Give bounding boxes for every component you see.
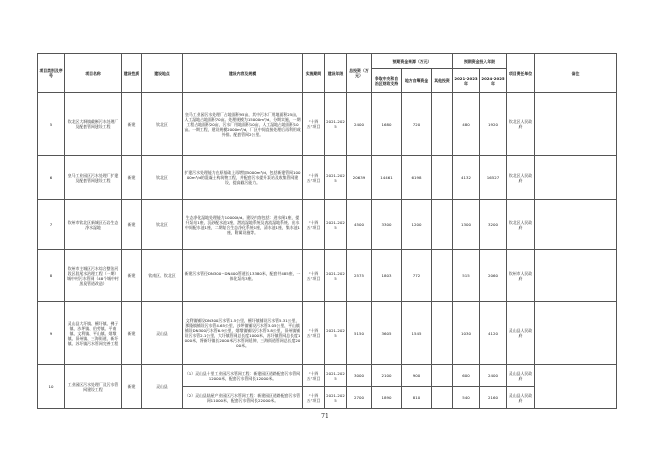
- col-header-nature: 建设性质: [122, 54, 142, 93]
- other-cell: [432, 200, 453, 250]
- col-header-central: 争取中央和自治区财政支持: [372, 69, 402, 93]
- central-cell: 1890: [372, 387, 402, 409]
- location-cell: 钦北区: [142, 200, 183, 250]
- y2024-cell: 3200: [480, 200, 507, 250]
- local-cell: 772: [402, 250, 432, 302]
- content-cell: （1）灵山县十里工业园污水管网工程：新建园区道路配套污水管网12000米，配套污水管网长12000米。: [183, 365, 303, 387]
- nature-cell: 新建: [122, 302, 142, 365]
- remarks-cell: [535, 156, 617, 200]
- unit-cell: 钦北区人民政府: [507, 93, 535, 156]
- location-cell: 灵山县: [142, 365, 183, 409]
- col-header-2024: 2024-2025年: [480, 69, 507, 93]
- central-cell: 1803: [372, 250, 402, 302]
- other-cell: [432, 302, 453, 365]
- years-cell: 2021-2025: [325, 93, 347, 156]
- col-header-content: 建设内容及规模: [183, 54, 303, 93]
- period-cell: “十四五”项目: [303, 250, 325, 302]
- y2024-cell: 16527: [480, 156, 507, 200]
- total-cell: 2700: [347, 387, 372, 409]
- table-row: [38, 200, 617, 250]
- header-row-1: [38, 54, 617, 69]
- remarks-cell: [535, 365, 617, 409]
- col-header-other: 其他投资: [432, 69, 453, 93]
- content-cell: 生态净化湿地处理能力10000t/d。建设内容包括：进水闸1座，提升泵站1座，沉砂配水池1座，潜流湿地系统及表流湿地系统、出水中间配水池1座，二期复合生态净化系统1座，清水池1座，集水池1座，附属设施等。: [183, 200, 303, 250]
- total-cell: 20639: [347, 156, 372, 200]
- y2021-cell: 1300: [453, 200, 480, 250]
- years-cell: 2021-2025: [325, 302, 347, 365]
- total-cell: 2400: [347, 93, 372, 156]
- col-header-2021: 2021-2023年: [453, 69, 480, 93]
- other-cell: [432, 387, 453, 409]
- y2024-cell: 2160: [480, 387, 507, 409]
- y2024-cell: 4120: [480, 302, 507, 365]
- location-cell: 灵山县: [142, 302, 183, 365]
- project-name: 钦州市主城区污水综合整治河段区段尾水治理工程（一期）城中村污水管网（48个城中村黑臭管道改造）: [65, 250, 122, 302]
- central-cell: 1680: [372, 93, 402, 156]
- local-cell: 810: [402, 387, 432, 409]
- unit-cell: 灵山县人民政府: [507, 365, 535, 387]
- row-number: 6: [38, 156, 65, 200]
- nature-cell: 新建: [122, 93, 142, 156]
- content-cell: （2）灵山县陆屋产业园区污水管网工程：新建园区道路配套污水管网11000米，配套污水管网长22000米。: [183, 387, 303, 409]
- location-cell: 钦南区、钦北区: [142, 250, 183, 302]
- row-number: 5: [38, 93, 65, 156]
- period-cell: “十四五”项目: [303, 302, 325, 365]
- y2024-cell: 2400: [480, 365, 507, 387]
- y2024-cell: 1920: [480, 93, 507, 156]
- table-row: [38, 156, 617, 200]
- nature-cell: 新建: [122, 250, 142, 302]
- project-table: [37, 53, 617, 409]
- central-cell: 14461: [372, 156, 402, 200]
- col-header-unit: 项目责任单位: [507, 54, 535, 93]
- table-row: [38, 365, 617, 387]
- period-cell: “十四五”项目: [303, 93, 325, 156]
- row-number: 10: [38, 365, 65, 409]
- years-cell: 2021-2025: [325, 387, 347, 409]
- period-cell: “十四五”项目: [303, 200, 325, 250]
- content-cell: 扩建污水处理能力在原基础上再增加5000m³/d，包括新建管网10000m³/d的混凝土构筑物工程，并配套污水提升泵站及收集管网建设，提高截污能力。: [183, 156, 303, 200]
- col-header-location: 建设地点: [142, 54, 183, 93]
- project-name: 皇马工业园区污水处理厂扩建及配套管网建设工程: [65, 156, 122, 200]
- y2021-cell: 600: [453, 365, 480, 387]
- y2024-cell: 2060: [480, 250, 507, 302]
- content-cell: 皇马工业园污水处理厂占地面积95亩，其中污水厂用地面积25亩，人工湿地占地面积70亩。处理规模为15000m³/d，分期实施，一期工程占地面积20亩，污水厂用地面积10亩，人工湿地占地面积10亩。一期工程，建设规模2000m³/d，厂区中间直接处理后再利用或外排。配套管网2公里。: [183, 93, 303, 156]
- y2021-cell: 4132: [453, 156, 480, 200]
- table-row: [38, 302, 617, 365]
- local-cell: 900: [402, 365, 432, 387]
- local-cell: 720: [402, 93, 432, 156]
- project-name: 灵山县大圩镇、檀圩镇、佛子镇、沙坪镇、伯劳镇、平南镇、文利镇、平山镇、烟墩镇、旧州镇、三海街道、新圩镇、苏圩镇污水管网完善工程: [65, 302, 122, 365]
- local-cell: 1545: [402, 302, 432, 365]
- years-cell: 2021-2025: [325, 365, 347, 387]
- col-header-period: 实施期间: [303, 54, 325, 93]
- other-cell: [432, 365, 453, 387]
- page-number: 71: [321, 413, 329, 420]
- location-cell: 钦北区: [142, 156, 183, 200]
- nature-cell: 新建: [122, 365, 142, 409]
- total-cell: 2575: [347, 250, 372, 302]
- project-name: 钦北区大垌镇截断污水处理厂及配套管网建设工程: [65, 93, 122, 156]
- row-number: 9: [38, 302, 65, 365]
- period-cell: “十四五”项目: [303, 365, 325, 387]
- col-header-plan: 预期资金投入年限: [453, 54, 507, 69]
- central-cell: 2100: [372, 365, 402, 387]
- y2021-cell: 480: [453, 93, 480, 156]
- other-cell: [432, 93, 453, 156]
- unit-cell: 灵山县人民政府: [507, 387, 535, 409]
- location-cell: 钦北区: [142, 93, 183, 156]
- y2021-cell: 515: [453, 250, 480, 302]
- nature-cell: 新建: [122, 200, 142, 250]
- central-cell: 3605: [372, 302, 402, 365]
- unit-cell: 钦北区人民政府: [507, 156, 535, 200]
- total-cell: 4500: [347, 200, 372, 250]
- remarks-cell: [535, 200, 617, 250]
- y2021-cell: 540: [453, 387, 480, 409]
- row-number: 7: [38, 200, 65, 250]
- total-cell: 3000: [347, 365, 372, 387]
- content-cell: 文利镇铺设DN300污水管1.5公里，檀圩镇铺设污水管5.31公里，那隆镇铺设污水管4.65公里，沙坪镇铺设污水管3.05公里，平山镇铺设DN300污水管6.9公里，烟墩镇铺设污水管3.8公里，旧州镇铺设污水管2.1公里，大圩镇管网总长度1000米，苏圩镇管网总长度1000米，将新圩镇长2000米污水管网延伸，三海街道管网总长度2000米。: [183, 302, 303, 365]
- table-row: [38, 93, 617, 156]
- col-header-years: 建设年限: [325, 54, 347, 93]
- col-header-funding: 预期资金来源（万元）: [372, 54, 453, 69]
- nature-cell: 新建: [122, 156, 142, 200]
- y2021-cell: 1030: [453, 302, 480, 365]
- col-header-total: 总投资（万元）: [347, 54, 372, 93]
- local-cell: 1200: [402, 200, 432, 250]
- period-cell: “十四五”项目: [303, 156, 325, 200]
- remarks-cell: [535, 93, 617, 156]
- other-cell: [432, 156, 453, 200]
- unit-cell: 钦州市人民政府: [507, 250, 535, 302]
- unit-cell: 灵山县人民政府: [507, 302, 535, 365]
- col-header-name: 项目名称: [65, 54, 122, 93]
- row-number: 8: [38, 250, 65, 302]
- content-cell: 新建污水管径DN300~DN400管道长13380米，配套井485座，一体化泵站3座。: [183, 250, 303, 302]
- years-cell: 2021-2025: [325, 156, 347, 200]
- period-cell: “十四五”项目: [303, 387, 325, 409]
- other-cell: [432, 250, 453, 302]
- local-cell: 6198: [402, 156, 432, 200]
- project-name: 工业园区污水处理厂及污水管网建设工程: [65, 365, 122, 409]
- col-header-local: 地方自筹资金: [402, 69, 432, 93]
- remarks-cell: [535, 250, 617, 302]
- unit-cell: 钦北区人民政府: [507, 200, 535, 250]
- table-row: [38, 250, 617, 302]
- col-header-remarks: 备注: [535, 54, 617, 93]
- remarks-cell: [535, 302, 617, 365]
- central-cell: 3300: [372, 200, 402, 250]
- years-cell: 2021-2025: [325, 250, 347, 302]
- col-header-type: 项目类别及序号: [38, 54, 65, 93]
- years-cell: 2021-2025: [325, 200, 347, 250]
- project-name: 钦州市钦北区新城区石岩生态净水湿地: [65, 200, 122, 250]
- total-cell: 5150: [347, 302, 372, 365]
